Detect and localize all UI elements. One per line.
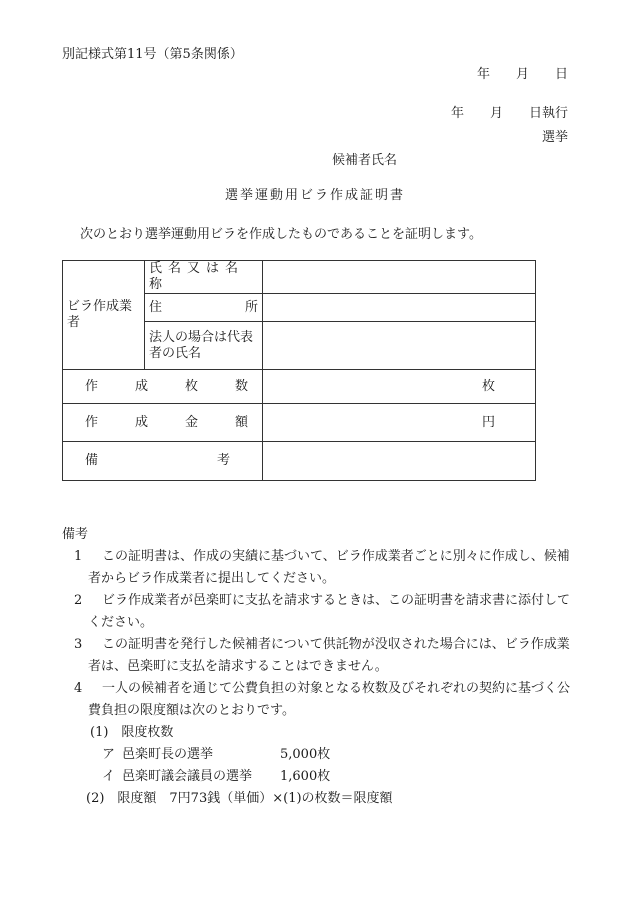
- a3: 金: [184, 414, 198, 430]
- amount-label: [63, 404, 263, 442]
- note-number: 3: [74, 637, 83, 652]
- c2: 成: [134, 378, 148, 394]
- note-text: この証明書は、作成の実績に基づいて、ビラ作成業者ごとに別々に作成し、候補者からビラ作成業者に提出してください。: [88, 549, 570, 586]
- certificate-table: [62, 260, 536, 481]
- note-number: 1: [74, 549, 83, 564]
- count-label-text: [67, 379, 258, 395]
- limit-row-name: 邑楽町長の選挙: [122, 747, 214, 762]
- a2: 成: [134, 414, 148, 430]
- limit-row: [62, 766, 582, 788]
- printer-name-label-text: 氏名又は名称: [149, 261, 245, 292]
- note-item: [62, 590, 582, 634]
- count-label: [63, 370, 263, 404]
- printer-address-label: [145, 294, 263, 322]
- limit-count-heading: (1) 限度枚数: [90, 725, 174, 740]
- notes-section: [62, 524, 582, 810]
- address-char-1: 住: [149, 299, 163, 315]
- limit-row: [62, 744, 582, 766]
- note-item: [62, 546, 582, 590]
- note-number: 4: [74, 681, 83, 696]
- amount-label-text: [67, 415, 258, 431]
- remarks-label-text: [67, 453, 258, 469]
- r2: 考: [216, 453, 230, 468]
- count-field[interactable]: 枚: [263, 370, 536, 404]
- limit-row-value: 5,000枚: [280, 747, 331, 762]
- notes-heading: 備考: [62, 527, 89, 542]
- election-name: 選挙: [541, 130, 568, 145]
- issue-date: 年 月 日: [476, 67, 568, 82]
- note-item: [62, 678, 582, 722]
- amount-field[interactable]: 円: [263, 404, 536, 442]
- printer-name-field[interactable]: [263, 261, 536, 294]
- document-title: 選挙運動用ビラ作成証明書: [224, 188, 405, 203]
- note-text: この証明書を発行した候補者について供託物が没収された場合には、ビラ作成業者は、邑楽町に支払を請求することはできません。: [88, 637, 570, 674]
- limit-row-kana: ア: [102, 747, 116, 762]
- remarks-field[interactable]: [263, 442, 536, 481]
- limit-row-kana: イ: [102, 769, 116, 784]
- c4: 数: [234, 378, 248, 394]
- a4: 額: [234, 414, 248, 430]
- note-text: 一人の候補者を通じて公費負担の対象となる枚数及びそれぞれの契約に基づく公費負担の限度額は次のとおりです。: [88, 681, 571, 718]
- candidate-name-label: 候補者氏名: [332, 153, 398, 168]
- certification-statement: 次のとおり選挙運動用ビラを作成したものであることを証明します。: [80, 227, 482, 242]
- limit-amount: (2) 限度額 7円73銭（単価）×(1)の枚数＝限度額: [86, 791, 393, 806]
- c3: 枚: [184, 378, 198, 394]
- limit-row-value: 1,600枚: [280, 769, 331, 784]
- limit-row-name: 邑楽町議会議員の選挙: [122, 769, 253, 784]
- election-date: 年 月 日執行: [450, 106, 568, 121]
- printer-address-label-text: [149, 300, 258, 316]
- representative-field[interactable]: [263, 322, 536, 370]
- note-number: 2: [74, 593, 83, 608]
- note-text: ビラ作成業者が邑楽町に支払を請求するときは、この証明書を請求書に添付してください。: [88, 593, 571, 630]
- c1: 作: [85, 378, 99, 394]
- r1: 備: [85, 453, 99, 468]
- a1: 作: [85, 414, 99, 430]
- address-char-2: 所: [244, 299, 258, 315]
- printer-address-field[interactable]: [263, 294, 536, 322]
- remarks-label: [63, 442, 263, 481]
- representative-label: 法人の場合は代表者の氏名: [145, 322, 263, 370]
- printer-name-label: [145, 261, 263, 294]
- form-number: 別記様式第11号（第5条関係）: [62, 47, 243, 62]
- note-item: [62, 634, 582, 678]
- printer-group-label: ビラ作成業者: [63, 261, 145, 370]
